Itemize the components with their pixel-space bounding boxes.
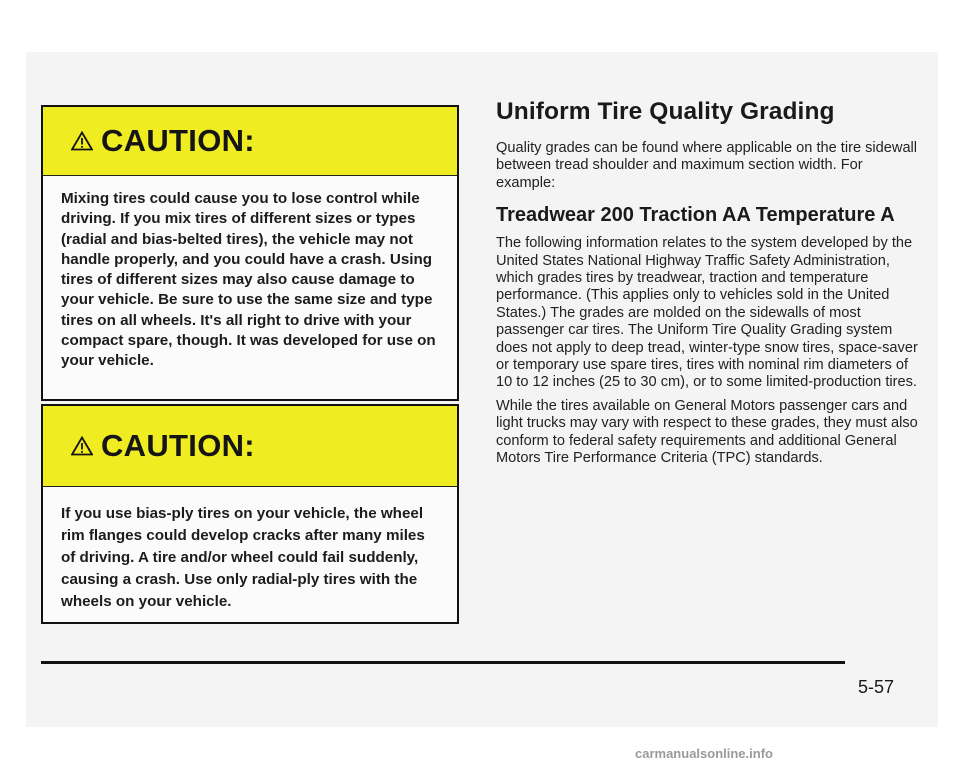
caution-label: CAUTION: xyxy=(101,428,255,463)
section-title: Uniform Tire Quality Grading xyxy=(496,98,835,125)
footer-rule xyxy=(41,661,845,664)
tire-grading-section xyxy=(496,98,921,468)
caution-box-mixing-tires xyxy=(41,105,459,401)
watermark: carmanualsonline.info xyxy=(635,746,773,761)
grade-example-heading: Treadwear 200 Traction AA Temperature A xyxy=(496,204,895,227)
page-number: 5-57 xyxy=(858,677,895,697)
grading-system-paragraph: The following information relates to the system developed by the United States National Highway Traffic Safety Administration, which grades tires by treadwear, traction and temperature performance. (This applies only to vehicles sold in the United States.) The grades are molded on the sidewalls of most passenger car tires. The Uniform Tire Quality Grading system does not apply to deep tread, winter-type snow tires, space-saver or temporary use spare tires, tires with nominal rim diameters of 10 to 12 inches (25 to 30 cm), or to some limited-production tires. xyxy=(496,235,918,391)
intro-paragraph: Quality grades can be found where applicable on the tire sidewall between tread shoulder and maximum section width. For example: xyxy=(496,140,918,191)
caution-box-bias-ply xyxy=(41,404,459,624)
warning-triangle-icon xyxy=(71,436,93,456)
caution-header xyxy=(43,107,457,176)
caution-title xyxy=(71,123,255,159)
caution-label: CAUTION: xyxy=(101,123,255,158)
caution-header xyxy=(43,406,457,487)
caution-title xyxy=(71,428,255,464)
caution-text: Mixing tires could cause you to lose control while driving. If you mix tires of different sizes or types (radial and bias-belted tires), the vehicle may not handle properly, and you could have a crash. Using tires of different sizes may also cause damage to your vehicle. Be sure to use the same size and type tires on all wheels. It's all right to drive with your compact spare, though. It was developed for use on your vehicle. xyxy=(61,190,436,370)
warning-triangle-icon xyxy=(71,131,93,151)
gm-standards-paragraph: While the tires available on General Motors passenger cars and light trucks may vary with respect to these grades, they must also conform to federal safety requirements and additional General Motors Tire Performance Criteria (TPC) standards. xyxy=(496,397,918,467)
caution-text: If you use bias-ply tires on your vehicle, the wheel rim flanges could develop cracks after many miles of driving. A tire and/or wheel could fail suddenly, causing a crash. Use only radial-ply tires with the wheels on your vehicle. xyxy=(61,505,425,610)
